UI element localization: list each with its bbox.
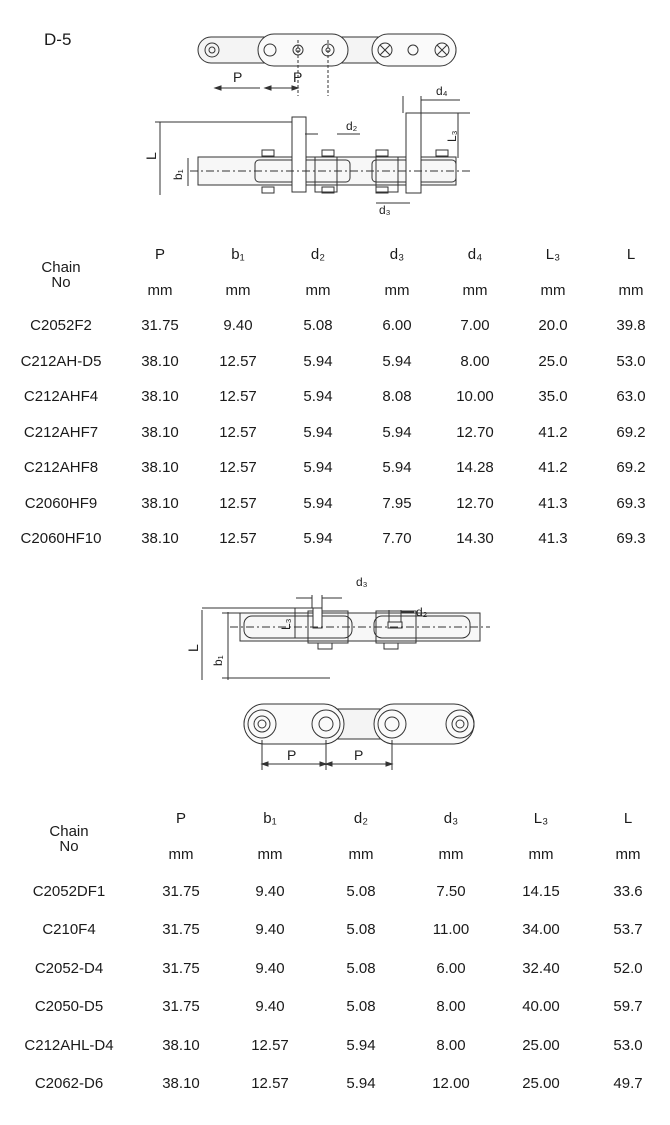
value-cell: 12.70 [456,494,494,512]
header-b1: b₁ [263,809,277,827]
value-cell: 12.70 [456,423,494,441]
value-cell: 31.75 [141,317,179,335]
chain-no-cell: C212AHF8 [23,459,99,477]
value-cell: 53.0 [613,1036,643,1054]
dim-label-p1: P [233,69,243,85]
value-cell: 5.94 [382,459,412,477]
value-cell: 33.6 [613,882,643,900]
value-cell: 5.08 [346,921,376,939]
chain-no-cell: C2050-D5 [34,998,104,1016]
chain-no-header [0,800,138,872]
value-cell: 41.3 [538,530,568,548]
value-cell: 69.2 [616,423,646,441]
value-cell: 52.0 [613,959,643,977]
dim-label-L3: L₃ [445,130,459,142]
value-cell: 5.94 [346,1075,376,1093]
value-cell: 12.57 [251,1075,289,1093]
chain-no-cell: C2060HF9 [24,494,98,512]
table-row [0,344,670,380]
value-cell: 5.94 [303,530,333,548]
value-cell: 35.0 [538,388,568,406]
value-cell: 5.94 [382,352,412,370]
table2-body [0,872,670,1103]
value-cell: 69.3 [616,530,646,548]
chain-no-cell: C2060HF10 [20,530,102,548]
value-cell: 20.0 [538,317,568,335]
value-cell: 7.70 [382,530,412,548]
dim-label-d4: d₄ [436,84,448,98]
header-row [0,800,670,836]
value-cell: 9.40 [223,317,253,335]
header-l3: L₃ [533,809,549,827]
dim-label-p1: P [287,747,297,763]
chain-no-cell: C210F4 [42,921,96,939]
value-cell: 41.3 [538,494,568,512]
value-cell: 34.00 [522,921,560,939]
value-cell: 12.57 [219,494,257,512]
value-cell: 25.0 [538,352,568,370]
header-p: P [175,809,186,827]
unit-cell: mm [225,281,251,299]
unit-cell: mm [168,845,194,863]
dim-label-d2: d₂ [346,119,358,133]
value-cell: 8.00 [436,1036,466,1054]
dim-label-d3: d₃ [356,575,368,589]
value-cell: 5.08 [346,959,376,977]
value-cell: 5.94 [303,388,333,406]
value-cell: 8.00 [436,998,466,1016]
value-cell: 31.75 [162,921,200,939]
value-cell: 9.40 [255,959,285,977]
chain-side-view-2 [202,595,490,680]
dim-label-L: L [143,152,159,160]
value-cell: 9.40 [255,882,285,900]
dim-label-b1: b₁ [211,655,225,666]
chain-no-cell: C2052-D4 [34,959,104,977]
chain-no-cell: C2052F2 [30,317,92,335]
value-cell: 14.28 [456,459,494,477]
value-cell: 5.08 [303,317,333,335]
header-l: L [623,809,633,827]
value-cell: 39.8 [616,317,646,335]
value-cell: 5.94 [303,459,333,477]
value-cell: 12.57 [219,530,257,548]
value-cell: 7.50 [436,882,466,900]
unit-cell: mm [618,281,644,299]
chain-label-line2: No [51,274,71,291]
header-d4: d₄ [467,245,483,263]
table-row [0,379,670,415]
unit-cell: mm [384,281,410,299]
chain-no-cell: C212AHF7 [23,423,99,441]
value-cell: 12.57 [251,1036,289,1054]
unit-cell: mm [462,281,488,299]
unit-cell: mm [528,845,554,863]
chain-diagram-1 [0,0,670,236]
table-row [0,872,670,911]
chain-diagram-2 [0,570,670,800]
header-l3: L₃ [545,245,561,263]
value-cell: 31.75 [162,998,200,1016]
dim-label-d3: d₃ [379,203,391,217]
value-cell: 38.10 [162,1075,200,1093]
dim-label-b1: b₁ [171,169,185,180]
value-cell: 11.00 [432,921,470,939]
spec-table-2 [0,800,670,1103]
value-cell: 38.10 [141,459,179,477]
value-cell: 69.3 [616,494,646,512]
value-cell: 7.95 [382,494,412,512]
value-cell: 40.00 [522,998,560,1016]
value-cell: 31.75 [162,882,200,900]
chain-no-header [0,236,122,308]
header-d3: d₃ [389,245,405,263]
value-cell: 5.94 [303,352,333,370]
unit-cell: mm [257,845,283,863]
chain-top-view-1 [198,34,456,96]
unit-cell: mm [540,281,566,299]
value-cell: 49.7 [613,1075,643,1093]
value-cell: 12.57 [219,423,257,441]
spec-table-1 [0,236,670,557]
value-cell: 38.10 [141,530,179,548]
table-row [0,415,670,451]
value-cell: 38.10 [141,352,179,370]
header-row [0,236,670,272]
value-cell: 25.00 [522,1075,560,1093]
value-cell: 53.0 [616,352,646,370]
table-row [0,450,670,486]
value-cell: 14.15 [522,882,560,900]
value-cell: 38.10 [141,388,179,406]
value-cell: 5.94 [346,1036,376,1054]
dim-label-d2: d₂ [416,605,428,619]
chain-label-line1: Chain [41,259,81,276]
header-l: L [626,245,636,263]
chain-label-line1: Chain [49,823,89,840]
value-cell: 8.00 [460,352,490,370]
chain-side-view-1 [155,96,470,203]
value-cell: 38.10 [141,494,179,512]
table-row [0,1026,670,1065]
header-p: P [154,245,165,263]
value-cell: 63.0 [616,388,646,406]
dim-label-L3: L₃ [279,618,293,630]
value-cell: 41.2 [538,423,568,441]
value-cell: 6.00 [382,317,412,335]
value-cell: 7.00 [460,317,490,335]
value-cell: 69.2 [616,459,646,477]
value-cell: 31.75 [162,959,200,977]
unit-cell: mm [348,845,374,863]
value-cell: 59.7 [613,998,643,1016]
value-cell: 41.2 [538,459,568,477]
dim-label-p2: P [354,747,364,763]
value-cell: 38.10 [162,1036,200,1054]
table-row [0,308,670,344]
value-cell: 53.7 [613,921,643,939]
dim-label-p2: P [293,69,303,85]
value-cell: 8.08 [382,388,412,406]
dim-label-L: L [185,644,201,652]
value-cell: 6.00 [436,959,466,977]
chain-no-cell: C2062-D6 [34,1075,104,1093]
chain-no-cell: C2052DF1 [32,882,106,900]
unit-cell: mm [615,845,641,863]
value-cell: 25.00 [522,1036,560,1054]
value-cell: 5.94 [303,423,333,441]
value-cell: 12.57 [219,352,257,370]
value-cell: 9.40 [255,921,285,939]
value-cell: 9.40 [255,998,285,1016]
table-row [0,1065,670,1104]
value-cell: 38.10 [141,423,179,441]
value-cell: 10.00 [456,388,494,406]
chain-no-cell: C212AHF4 [23,388,99,406]
value-cell: 5.94 [382,423,412,441]
value-cell: 32.40 [522,959,560,977]
header-d3: d₃ [443,809,459,827]
chain-label-line2: No [59,838,79,855]
table-row [0,521,670,557]
value-cell: 12.57 [219,388,257,406]
unit-cell: mm [438,845,464,863]
header-d2: d₂ [310,245,326,263]
unit-cell: mm [305,281,331,299]
value-cell: 5.08 [346,998,376,1016]
table-row [0,486,670,522]
chain-no-cell: C212AH-D5 [20,352,102,370]
value-cell: 12.00 [432,1075,470,1093]
table-row [0,988,670,1027]
table-row [0,949,670,988]
header-d2: d₂ [353,809,369,827]
unit-cell: mm [147,281,173,299]
value-cell: 12.57 [219,459,257,477]
page-label: D-5 [44,30,72,49]
chain-no-cell: C212AHL-D4 [24,1036,114,1054]
table-row [0,911,670,950]
value-cell: 5.94 [303,494,333,512]
value-cell: 14.30 [456,530,494,548]
value-cell: 5.08 [346,882,376,900]
table1-body [0,308,670,557]
header-b1: b₁ [231,245,245,263]
